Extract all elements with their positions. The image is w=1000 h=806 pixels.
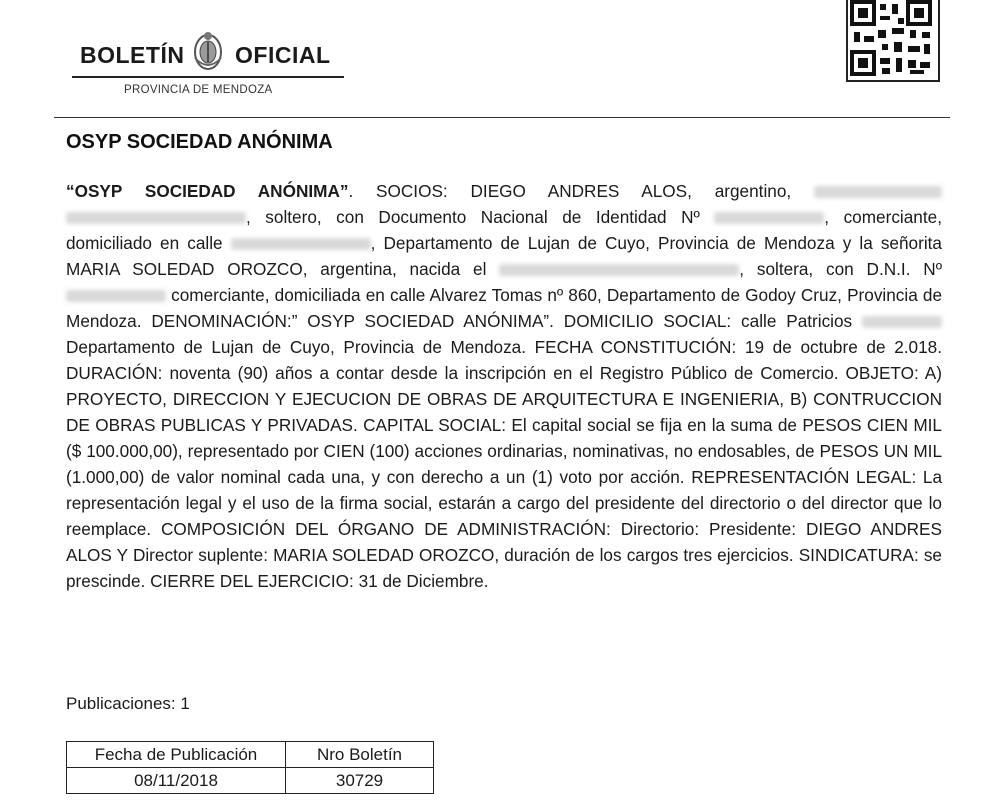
document-body: “OSYP SOCIEDAD ANÓNIMA”. SOCIOS: DIEGO ANDRES ALOS, argentino, , soltero, con Documento Nacional de Identidad Nº , comerciante, domiciliado en calle , Departamento de Lujan de Cuyo, Provincia de Mendoza y la señorita MARIA SOLEDAD OROZCO, argentina, nacida el , soltera, con D.N.I. Nº comerciante, domiciliada en calle Alvarez Tomas nº 860, Departamento de Godoy Cruz, Provincia de Mendoza. DENOMINACIÓN:” OSYP SOCIEDAD ANÓNIMA”. DOMICILIO SOCIAL: calle Patricios Departamento de Lujan de Cuyo, Provincia de Mendoza. FECHA CONSTITUCIÓN: 19 de octubre de 2.018. DURACIÓN: noventa (90) años a contar desde la inscripción en el Registro Público de Comercio. OBJETO: A) PROYECTO, DIRECCION Y EJECUCION DE OBRAS DE ARQUITECTURA E INGENIERIA, B) CONTRUCCION DE OBRAS PUBLICAS Y PRIVADAS. CAPITAL SOCIAL: El capital social se fija en la suma de PESOS CIEN MIL ($ 100.000,00), representado por CIEN (100) acciones ordinarias, nominativas, no endosables, de PESOS UN MIL (1.000,00) de valor nominal cada una, y con derecho a un (1) voto por acción. REPRESENTACIÓN LEGAL: La representación legal y el uso de la firma social, estarán a cargo del presidente del directorio o del director que lo reemplace. COMPOSICIÓN DEL ÓRGANO DE ADMINISTRACIÓN: Directorio: Presidente: DIEGO ANDRES ALOS Y Director suplente: MARIA SOLEDAD OROZCO, duración de los cargos tres ejercicios. SINDICATURA: se prescinde. CIERRE DEL EJERCICIO: 31 de Diciembre. (66, 181, 942, 591)
table-row (67, 768, 434, 794)
qr-code-icon (846, 0, 940, 82)
column-header-date: Fecha de Publicación (67, 742, 286, 768)
redacted-dni-2 (66, 290, 166, 302)
redacted-dni (714, 212, 824, 224)
table-header-row (67, 742, 434, 768)
logo-word-left: BOLETÍN (80, 42, 185, 68)
header-divider (54, 117, 950, 118)
body-segment-1: . SOCIOS: DIEGO ANDRES ALOS, argentino, (348, 181, 792, 201)
body-segment-2: soltero, con Documento Nacional de Identidad Nº (265, 207, 700, 227)
column-header-bulletin: Nro Boletín (286, 742, 434, 768)
publications-count: Publicaciones: 1 (66, 694, 190, 713)
logo-divider (72, 76, 344, 78)
redacted-birth-info (814, 186, 942, 198)
redacted-birth-date-2 (499, 264, 739, 276)
body-segment-5: , soltera, con D.N.I. Nº (739, 259, 942, 279)
redacted-street-number (862, 316, 942, 328)
body-segment-4: , Departamento de Lujan de Cuyo, Provincia de Mendoza y la señorita MARIA SOLEDAD OROZCO, argentina, nacida el (66, 233, 942, 279)
lead-company-name: “OSYP SOCIEDAD ANÓNIMA” (66, 181, 349, 201)
document-header (0, 0, 1000, 118)
logo-subtitle: PROVINCIA DE MENDOZA (124, 84, 273, 96)
boletin-oficial-logo (72, 26, 344, 102)
redacted-birth-date (66, 212, 246, 224)
body-segment-3: comerciante, domiciliado en calle (66, 207, 942, 253)
publications-table (66, 741, 434, 794)
bulletin-number-cell: 30729 (286, 768, 434, 794)
redacted-address (231, 238, 371, 250)
publication-date-cell: 08/11/2018 (67, 768, 286, 794)
body-segment-7: Departamento de Lujan de Cuyo, Provincia de Mendoza. FECHA CONSTITUCIÓN: 19 de octubre de 2.018. DURACIÓN: noventa (90) años a contar desde la inscripción en el Registro Público de Comercio. OBJETO: A) PROYECTO, DIRECCION Y EJECUCION DE OBRAS DE ARQUITECTURA E INGENIERIA, B) CONTRUCCION DE OBRAS PUBLICAS Y PRIVADAS. CAPITAL SOCIAL: El capital social se fija en la suma de PESOS CIEN MIL ($ 100.000,00), representado por CIEN (100) acciones ordinarias, nominativas, no endosables, de PESOS UN MIL (1.000,00) de valor nominal cada una, y con derecho a un (1) voto por acción. REPRESENTACIÓN LEGAL: La representación legal y el uso de la firma social, estarán a cargo del presidente del directorio o del director que lo reemplace. COMPOSICIÓN DEL ÓRGANO DE ADMINISTRACIÓN: Directorio: Presidente: DIEGO ANDRES ALOS Y Director suplente: MARIA SOLEDAD OROZCO, duración de los cargos tres ejercicios. SINDICATURA: se prescinde. CIERRE DEL EJERCICIO: 31 de Diciembre. (66, 337, 942, 591)
body-segment-6: comerciante, domiciliada en calle Alvarez Tomas nº 860, Departamento de Godoy Cruz, Provincia de Mendoza. DENOMINACIÓN:” OSYP SOCIEDAD ANÓNIMA”. DOMICILIO SOCIAL: calle Patricios (66, 285, 942, 331)
logo-word-right: OFICIAL (235, 42, 331, 68)
provincial-seal-icon (190, 28, 226, 74)
document-title: OSYP SOCIEDAD ANÓNIMA (66, 131, 333, 153)
